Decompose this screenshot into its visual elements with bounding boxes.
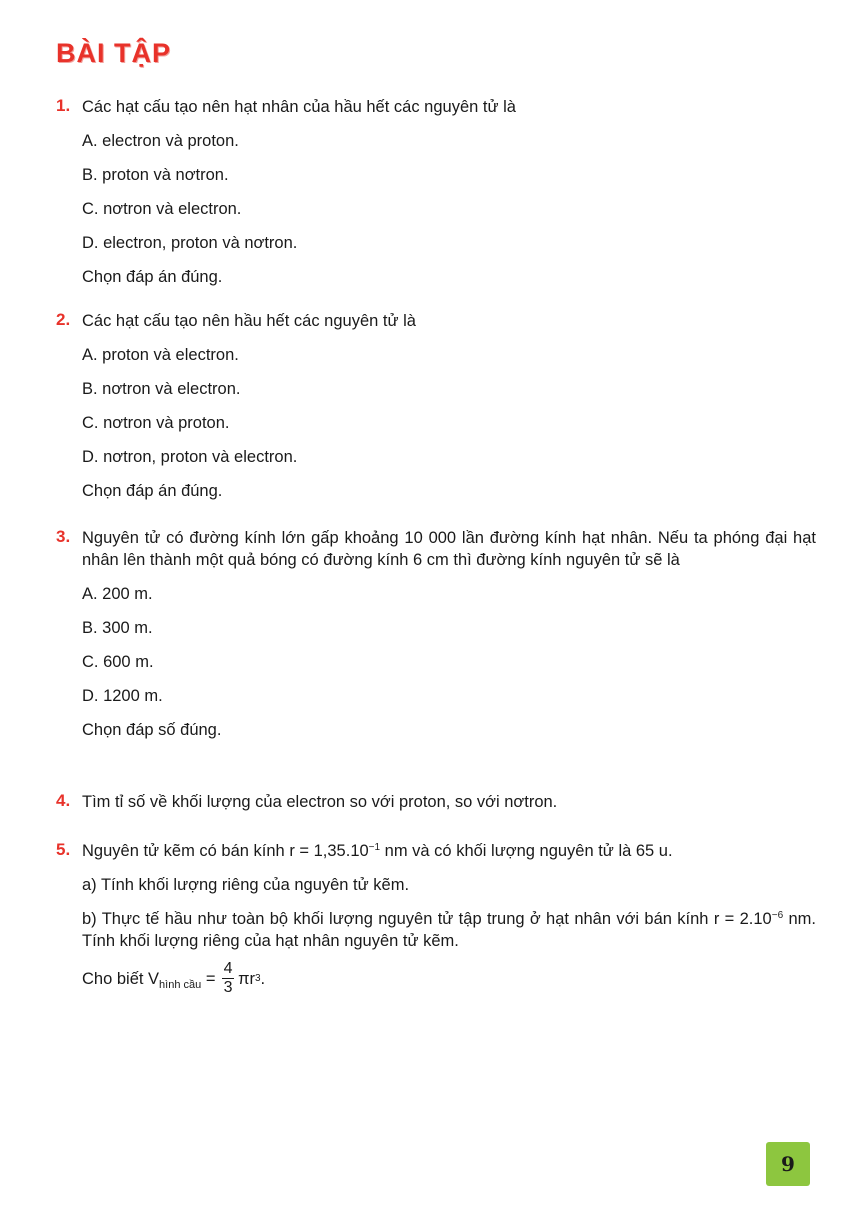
question-3 <box>56 527 816 741</box>
instruction: Chọn đáp án đúng. <box>82 482 223 500</box>
question-2 <box>56 310 816 502</box>
page-number-badge: 9 <box>766 1142 810 1186</box>
section-title: BÀI TẬP <box>56 38 171 68</box>
option-c: C. nơtron và proton. <box>82 414 230 432</box>
question-stem: Nguyên tử có đường kính lớn gấp khoảng 10 000 lần đường kính hạt nhân. Nếu ta phóng đại hạt nhân lên thành một quả bóng có đường kính 6 cm thì đường kính nguyên tử sẽ là <box>82 529 816 569</box>
option-a: A. electron và proton. <box>82 132 239 150</box>
question-number: 3. <box>56 527 71 546</box>
part-b: b) Thực tế hầu như toàn bộ khối lượng nguyên tử tập trung ở hạt nhân với bán kính $r = 2.10^{-6}$ nm. Tính khối lượng riêng của hạt nhân nguyên tử kẽm. <box>82 910 816 950</box>
instruction: Chọn đáp án đúng. <box>82 268 223 286</box>
sphere-volume-formula: Cho biết V hình cầu = $\frac{4}{3}$ πr 3 . <box>82 960 266 996</box>
question-stem: Tìm tỉ số về khối lượng của electron so với proton, so với nơtron. <box>82 793 558 811</box>
question-number: 2. <box>56 310 71 329</box>
question-number: 1. <box>56 96 71 115</box>
question-stem: Nguyên tử kẽm có bán kính $r = 1,35.10^{-1}$ nm và có khối lượng nguyên tử là 65 u. <box>82 842 673 860</box>
option-b: B. 300 m. <box>82 619 153 637</box>
question-4 <box>56 791 816 813</box>
option-b: B. proton và nơtron. <box>82 166 229 184</box>
option-c: C. nơtron và electron. <box>82 200 242 218</box>
question-number: 4. <box>56 791 71 810</box>
question-stem: Các hạt cấu tạo nên hầu hết các nguyên tử là <box>82 312 416 330</box>
option-d: D. nơtron, proton và electron. <box>82 448 298 466</box>
option-d: D. electron, proton và nơtron. <box>82 234 298 252</box>
option-a: A. 200 m. <box>82 585 153 603</box>
question-5 <box>56 840 816 997</box>
fraction: $\frac{4}{3}$ <box>223 960 233 996</box>
option-a: A. proton và electron. <box>82 346 239 364</box>
option-d: D. 1200 m. <box>82 687 163 705</box>
option-b: B. nơtron và electron. <box>82 380 241 398</box>
option-c: C. 600 m. <box>82 653 154 671</box>
question-number: 5. <box>56 840 71 859</box>
question-stem: Các hạt cấu tạo nên hạt nhân của hầu hết các nguyên tử là <box>82 98 516 116</box>
instruction: Chọn đáp số đúng. <box>82 721 222 739</box>
part-a: a) Tính khối lượng riêng của nguyên tử kẽm. <box>82 876 410 894</box>
question-1 <box>56 96 816 288</box>
